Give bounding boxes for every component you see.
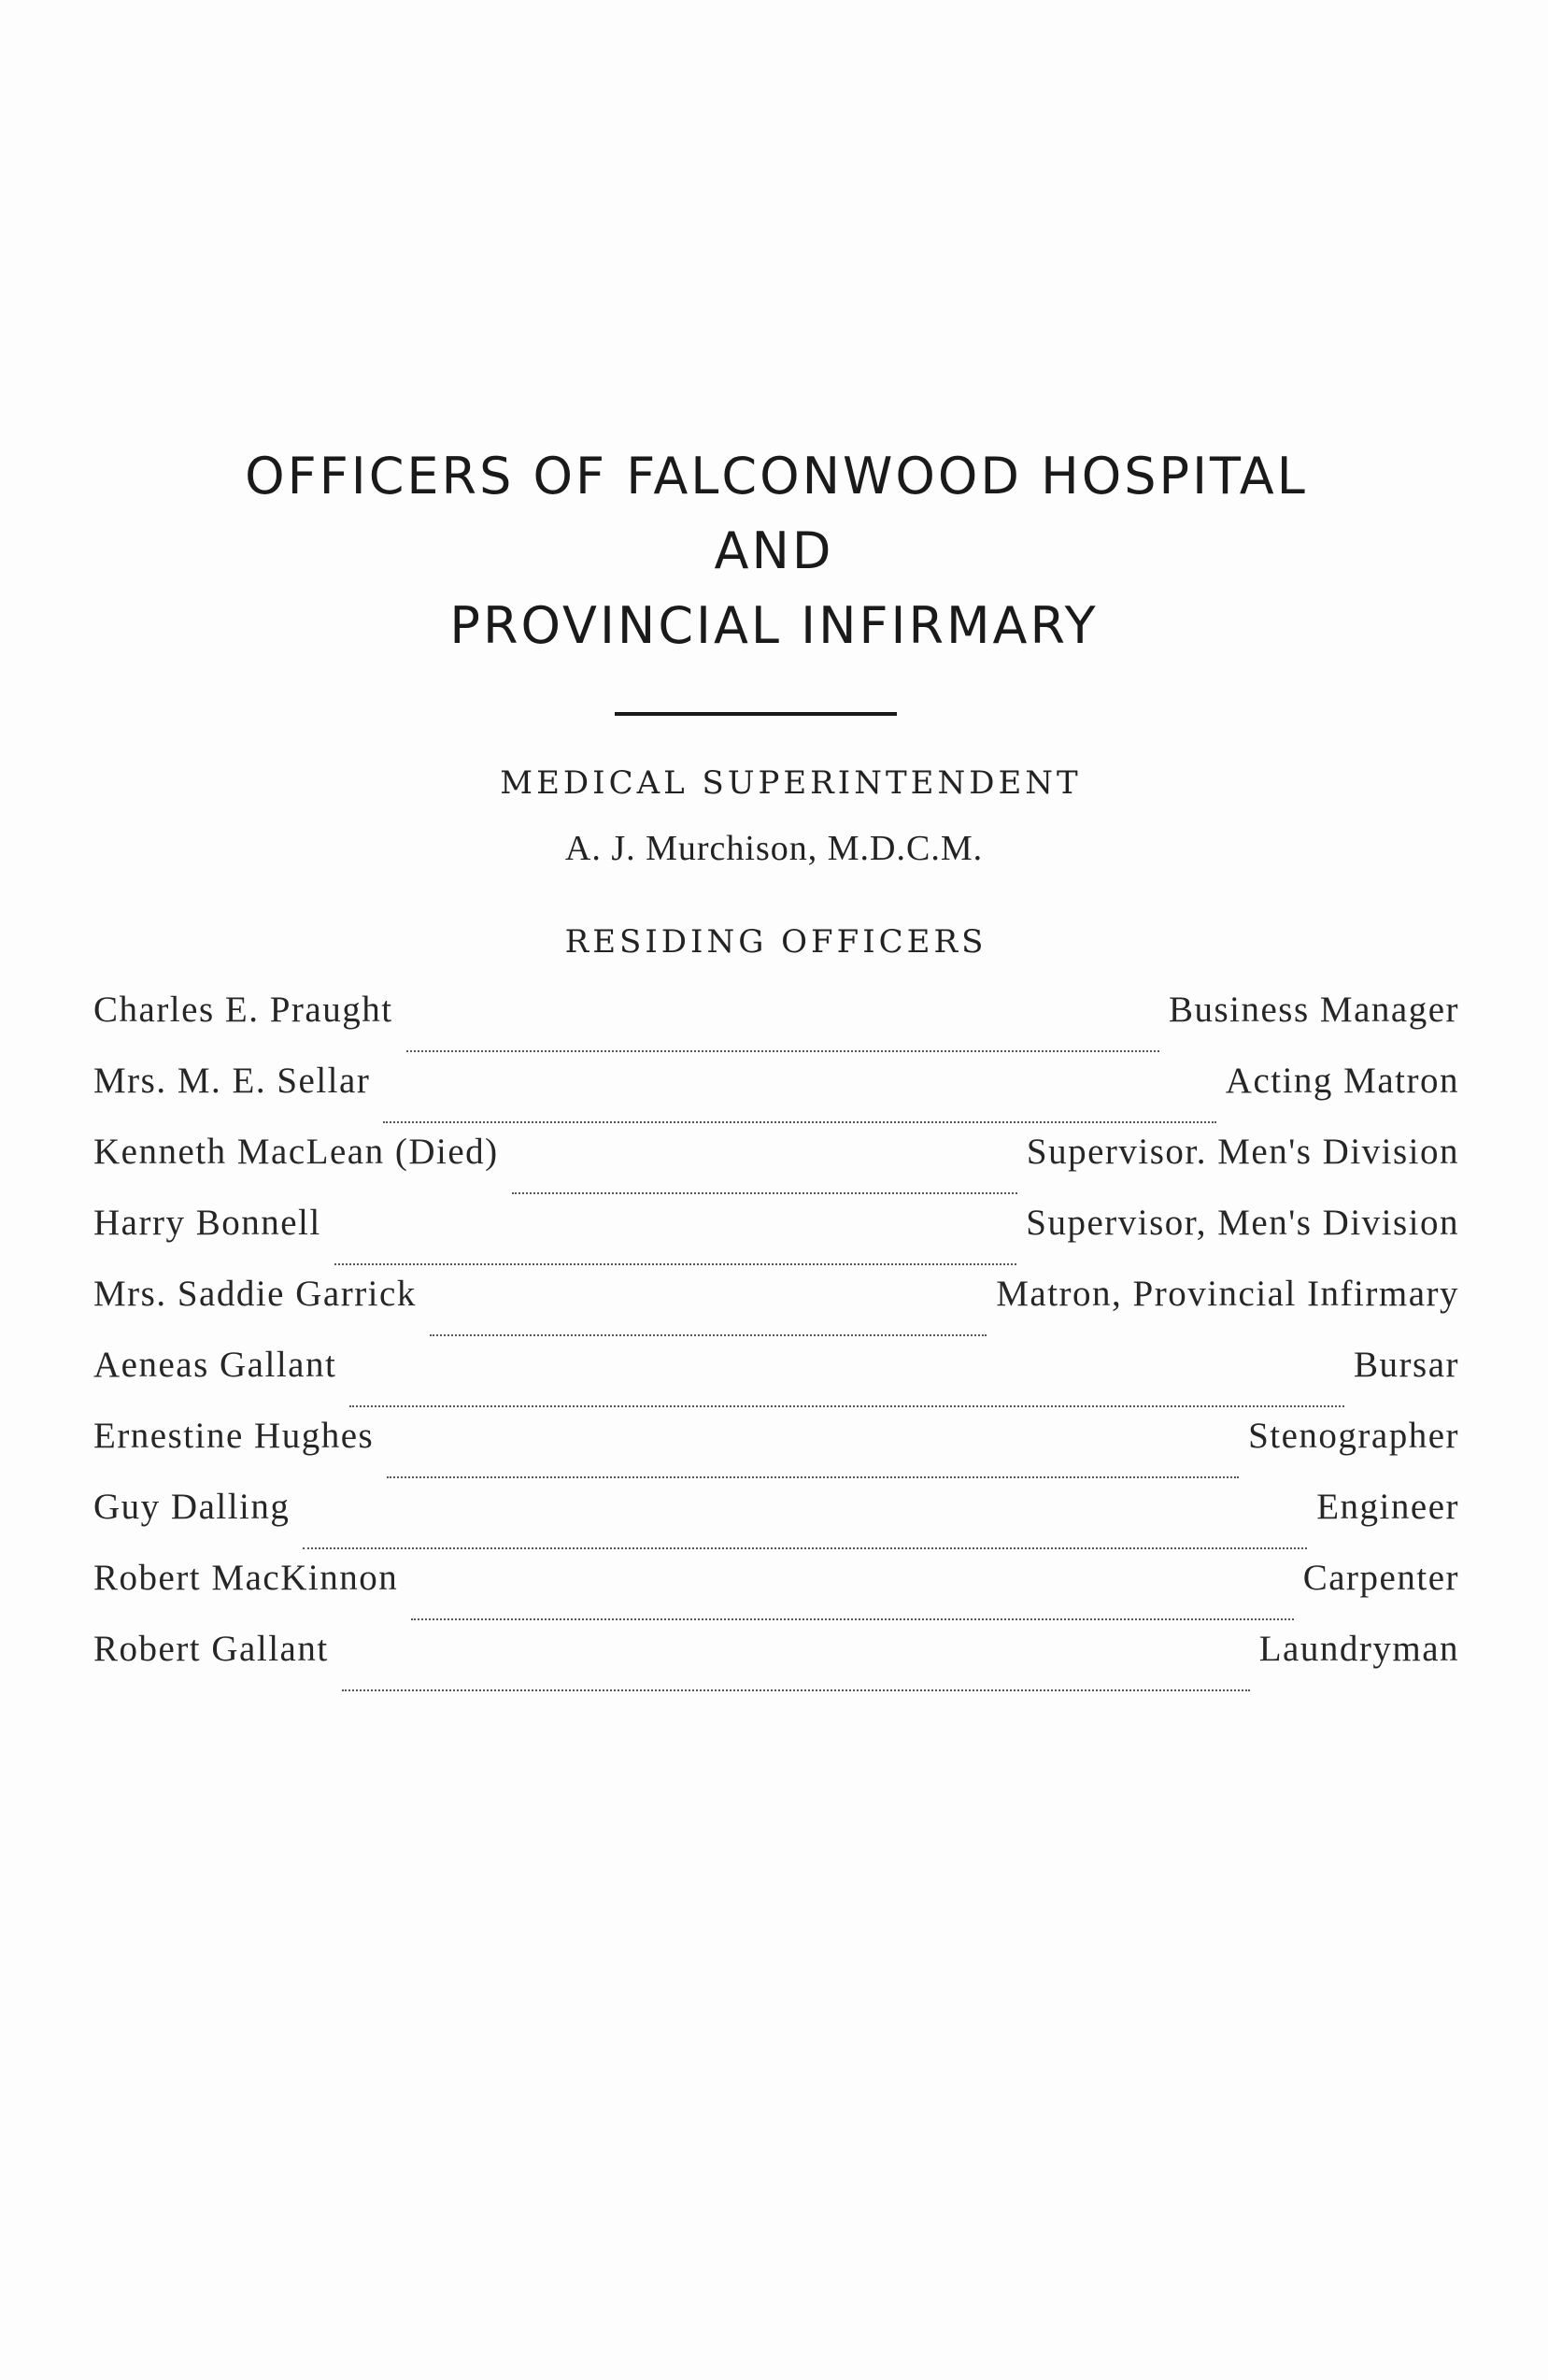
medical-superintendent-heading: MEDICAL SUPERINTENDENT: [500, 764, 1082, 802]
officer-name: Mrs. M. E. Sellar: [93, 1061, 371, 1101]
officer-name: Guy Dalling: [93, 1487, 291, 1527]
officer-position: Business Manager: [1168, 990, 1459, 1030]
residing-officers-list: [93, 989, 1459, 1699]
officer-row: [93, 1131, 1459, 1202]
officer-row: [93, 1273, 1459, 1344]
officer-name: Robert Gallant: [93, 1629, 329, 1669]
officer-position: Carpenter: [1302, 1558, 1459, 1598]
officer-row: [93, 1060, 1459, 1131]
dot-leader: [512, 1192, 1017, 1194]
title-line-1: OFFICERS OF FALCONWOOD HOSPITAL: [245, 447, 1308, 506]
officer-row: [93, 1557, 1459, 1628]
officer-row: [93, 1415, 1459, 1486]
dot-leader: [387, 1476, 1239, 1478]
title-line-3: PROVINCIAL INFIRMARY: [449, 596, 1099, 655]
residing-officers-heading: RESIDING OFFICERS: [564, 923, 987, 961]
officer-name: Ernestine Hughes: [93, 1416, 375, 1456]
dot-leader: [411, 1618, 1294, 1620]
officer-name: Charles E. Praught: [93, 990, 393, 1030]
officer-row: [93, 1344, 1459, 1415]
dot-leader: [406, 1050, 1159, 1052]
officer-position: Acting Matron: [1225, 1061, 1459, 1101]
officer-position: Bursar: [1354, 1345, 1459, 1385]
document-title: [0, 439, 1548, 663]
officer-name: Kenneth MacLean (Died): [93, 1132, 499, 1172]
dot-leader: [342, 1689, 1250, 1691]
medical-superintendent-name: A. J. Murchison, M.D.C.M.: [564, 829, 984, 868]
dot-leader: [383, 1121, 1215, 1123]
officer-row: [93, 1202, 1459, 1273]
title-line-2: AND: [714, 521, 834, 580]
dot-leader: [349, 1405, 1344, 1407]
title-divider: [615, 712, 897, 716]
officer-position: Stenographer: [1248, 1416, 1459, 1456]
officer-position: Matron, Provincial Infirmary: [996, 1274, 1459, 1314]
officer-name: Harry Bonnell: [93, 1203, 321, 1243]
officer-row: [93, 1628, 1459, 1699]
dot-leader: [303, 1547, 1307, 1549]
dot-leader: [334, 1263, 1017, 1265]
officer-position: Supervisor. Men's Division: [1026, 1132, 1459, 1172]
officer-row: [93, 989, 1459, 1060]
officer-name: Mrs. Saddie Garrick: [93, 1274, 417, 1314]
officer-name: Aeneas Gallant: [93, 1345, 337, 1385]
officer-position: Laundryman: [1258, 1629, 1459, 1669]
officer-row: [93, 1486, 1459, 1557]
dot-leader: [430, 1334, 987, 1336]
officer-position: Supervisor, Men's Division: [1026, 1203, 1459, 1243]
officer-position: Engineer: [1316, 1487, 1459, 1527]
officer-name: Robert MacKinnon: [93, 1558, 399, 1598]
